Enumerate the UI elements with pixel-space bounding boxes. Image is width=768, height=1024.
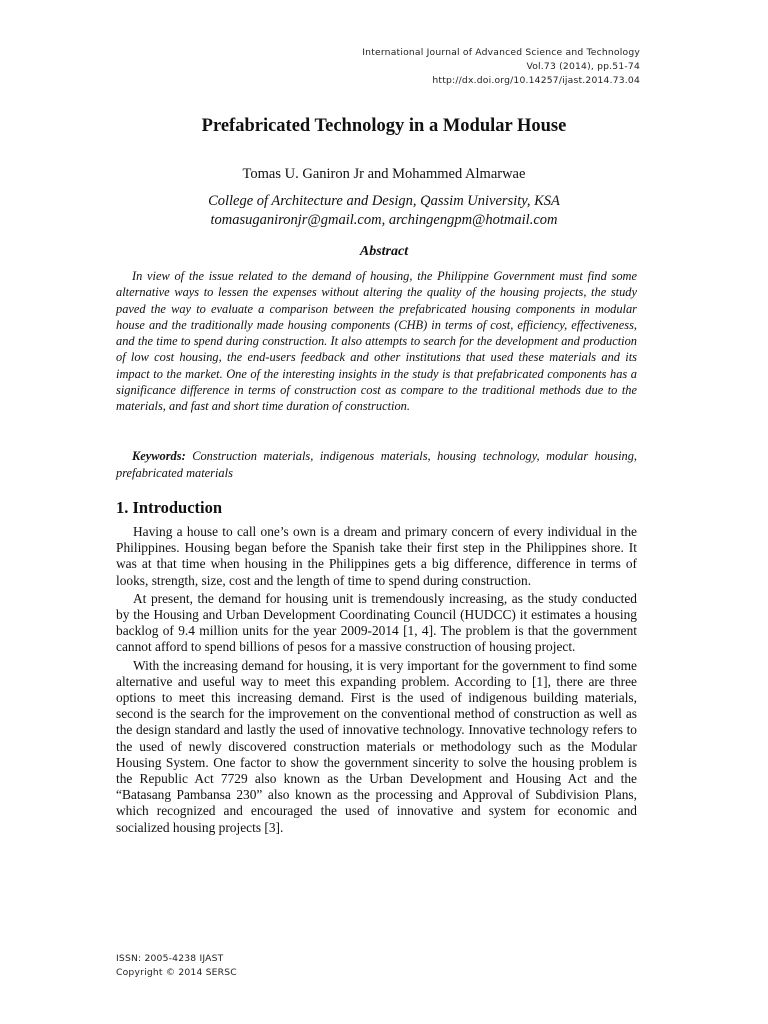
journal-volume: Vol.73 (2014), pp.51-74 [526,61,640,72]
keywords-text: Construction materials, indigenous materials, housing technology, modular housing, prefabricated materials [116,449,637,480]
section-heading-introduction: 1. Introduction [116,498,223,517]
introduction-body [116,524,637,838]
keywords [116,448,637,482]
paper-title: Prefabricated Technology in a Modular House [201,116,567,136]
page-footer [116,952,237,980]
doi-link[interactable]: http://dx.doi.org/10.14257/ijast.2014.73.04 [432,75,640,86]
paper-authors: Tomas U. Ganiron Jr and Mohammed Almarwae [242,166,526,182]
abstract-heading: Abstract [359,244,409,259]
keywords-label: Keywords: [132,449,186,463]
intro-paragraph: At present, the demand for housing unit is tremendously increasing, as the study conducted by the Housing and Urban Development Coordinating Council (HUDCC) it estimates a housing backlog of 9.4 million units for the year 2009-2014 [1, 4]. The problem is that the government cannot afford to spend billions of pesos for a massive construction of housing project. [116,590,637,655]
author-affiliation-block [0,192,768,230]
intro-paragraph: Having a house to call one’s own is a dream and primary concern of every individual in the Philippines. Housing began before the Spanish take their first step in the Philippines shore. It was at that time when housing in the Philippines gets a big difference, difference in terms of looks, strength, size, cost and the length of time to spend during construction. [116,524,637,588]
journal-header [362,46,640,88]
author-emails[interactable]: tomasuganironjr@gmail.com, archingengpm@hotmail.com [210,212,558,228]
issn: ISSN: 2005-4238 IJAST [116,953,224,964]
abstract-text: In view of the issue related to the demand of housing, the Philippine Government must find some alternative ways to lessen the expenses without altering the quality of the housing projects, the study paved the way to evaluate a comparison between the prefabricated housing components in modular house and the traditionally made housing components (CHB) in terms of cost, efficiency, effectiveness, and the time to spend during construction. It also attempts to search for the development and production of low cost housing, the end-users feedback and other institutions that used these materials and its impact to the market. One of the interesting insights in the study is that prefabricated components has a significance difference in terms of construction cost as compare to the traditional methods due to the materials, and fast and short time duration of construction. [116,269,637,414]
copyright: Copyright © 2014 SERSC [116,967,237,978]
affiliation: College of Architecture and Design, Qassim University, KSA [208,193,560,209]
journal-name: International Journal of Advanced Science and Technology [362,47,640,58]
intro-paragraph: With the increasing demand for housing, it is very important for the government to find some alternative and useful way to meet this expanding problem. According to [1], there are three options to meet this increasing demand. First is the used of indigenous building materials, second is the search for the improvement on the conventional method of construction as well as the design standard and lastly the used of innovative technology. Innovative technology refers to the used of newly discovered construction materials or methodology such as the Modular Housing System. One factor to show the government sincerity to solve the housing problem is the Republic Act 7729 also known as the Urban Development and Housing Act and the “Batasang Pambansa 230” also known as the processing and Approval of Subdivision Plans, which recognized and encouraged the used of innovative and system for economic and socialized housing projects [3]. [116,657,637,835]
